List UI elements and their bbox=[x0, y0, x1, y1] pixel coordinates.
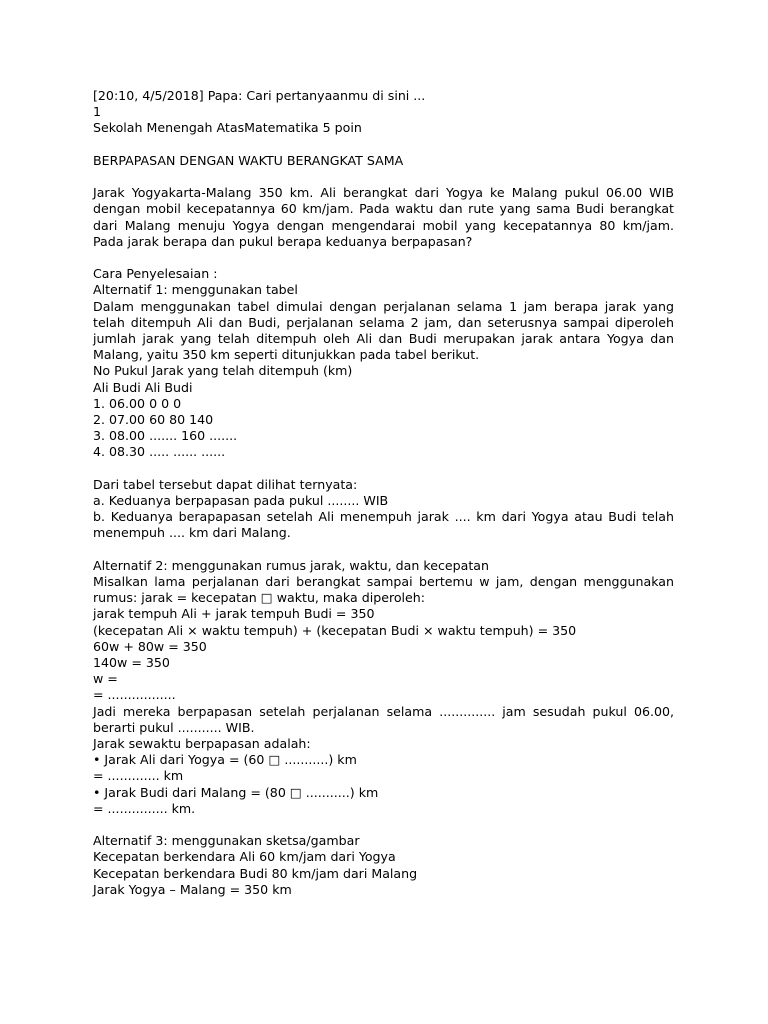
alternative-2-block bbox=[93, 558, 674, 817]
alternative-3-block bbox=[93, 833, 674, 898]
equation-line: jarak tempuh Ali + jarak tempuh Budi = 350 bbox=[93, 606, 375, 622]
alternative-3-line: Kecepatan berkendara Budi 80 km/jam dari Malang bbox=[93, 865, 418, 881]
solution-heading: Cara Penyelesaian : bbox=[93, 266, 218, 282]
alternative-3-line: Kecepatan berkendara Ali 60 km/jam dari Yogya bbox=[93, 849, 396, 865]
table-row: 2. 07.00 60 80 140 bbox=[93, 412, 214, 428]
document-page bbox=[93, 88, 674, 914]
alternative-2-paragraph: Misalkan lama perjalanan dari berangkat sampai bertemu w jam, dengan menggunakan rumus: jarak = kecepatan □ waktu, maka diperoleh: bbox=[93, 574, 674, 606]
alternative-1-paragraph: Dalam menggunakan tabel dimulai dengan perjalanan selama 1 jam berapa jarak yang telah ditempuh Ali dan Budi, perjalanan selama 2 jam, dan seterusnya sampai diperoleh jumlah jarak yang telah ditempuh oleh Ali dan Budi merupakan jarak antara Yogya dan Malang, yaitu 350 km seperti ditunjukkan pada tabel berikut. bbox=[93, 298, 674, 363]
problem-block bbox=[93, 185, 674, 250]
conclusion-intro: Dari tabel tersebut dapat dilihat ternyata: bbox=[93, 476, 358, 492]
table-header-row-2: Ali Budi Ali Budi bbox=[93, 379, 193, 395]
alternative-2-heading: Alternatif 2: menggunakan rumus jarak, waktu, dan kecepatan bbox=[93, 557, 489, 573]
subject-line: Sekolah Menengah AtasMatematika 5 poin bbox=[93, 120, 362, 136]
alternative-2-result: Jadi mereka berpapasan setelah perjalanan selama .............. jam sesudah pukul 06.00, berarti pukul ........... WIB. bbox=[93, 703, 674, 735]
equation-line: (kecepatan Ali × waktu tempuh) + (kecepatan Budi × waktu tempuh) = 350 bbox=[93, 622, 577, 638]
table-row: 3. 08.00 ....... 160 ....... bbox=[93, 428, 238, 444]
title-block bbox=[93, 153, 674, 169]
equation-line: = ................. bbox=[93, 687, 176, 703]
budi-distance-line: • Jarak Budi dari Malang = (80 □ ...........) km bbox=[93, 784, 379, 800]
conclusion-a: a. Keduanya berpapasan pada pukul ........ WIB bbox=[93, 493, 389, 509]
alternative-3-line: Jarak Yogya – Malang = 350 km bbox=[93, 881, 292, 897]
equation-line: 60w + 80w = 350 bbox=[93, 638, 207, 654]
document-title: BERPAPASAN DENGAN WAKTU BERANGKAT SAMA bbox=[93, 152, 404, 168]
equation-line: 140w = 350 bbox=[93, 655, 170, 671]
distance-heading: Jarak sewaktu berpapasan adalah: bbox=[93, 736, 311, 752]
equation-line: w = bbox=[93, 671, 118, 687]
alternative-3-heading: Alternatif 3: menggunakan sketsa/gambar bbox=[93, 833, 360, 849]
chat-header-line: [20:10, 4/5/2018] Papa: Cari pertanyaanmu di sini ... bbox=[93, 88, 426, 103]
alternative-1-heading: Alternatif 1: menggunakan tabel bbox=[93, 282, 298, 298]
problem-text: Jarak Yogyakarta-Malang 350 km. Ali berangkat dari Yogya ke Malang pukul 06.00 WIB dengan mobil kecepatannya 60 km/jam. Pada waktu dan rute yang sama Budi berangkat dari Malang menuju Yogya dengan mengendarai mobil yang kecepatannya 80 km/jam. Pada jarak berapa dan pukul berapa keduanya berpapasan? bbox=[93, 185, 674, 249]
table-row: 4. 08.30 ..... ...... ...... bbox=[93, 444, 226, 460]
ali-distance-line: • Jarak Ali dari Yogya = (60 □ ...........) km bbox=[93, 752, 357, 768]
ali-distance-result: = ............. km bbox=[93, 768, 184, 784]
header-block bbox=[93, 88, 674, 137]
budi-distance-result: = ............... km. bbox=[93, 800, 196, 816]
alternative-1-block bbox=[93, 266, 674, 460]
table-header-row-1: No Pukul Jarak yang telah ditempuh (km) bbox=[93, 363, 353, 379]
table-row: 1. 06.00 0 0 0 bbox=[93, 395, 182, 411]
conclusion-block bbox=[93, 477, 674, 542]
number-line: 1 bbox=[93, 104, 102, 120]
conclusion-b: b. Keduanya berapapasan setelah Ali menempuh jarak .... km dari Yogya atau Budi telah menempuh .... km dari Malang. bbox=[93, 509, 674, 541]
